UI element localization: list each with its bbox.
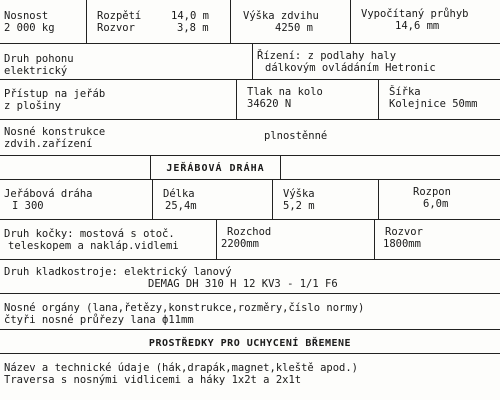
vyska-drahy-label: Výška — [283, 188, 315, 200]
konstrukce-line2: zdvih.zařízení — [4, 138, 93, 150]
row-organy — [0, 294, 500, 330]
vyska-zdvihu-label: Výška zdvihu — [243, 10, 319, 22]
row-capacity — [0, 0, 500, 44]
pristup-line1: Přístup na jeřáb — [4, 88, 106, 100]
rozvor-value: 3,8 m — [177, 22, 209, 34]
kocka-line1: Druh kočky: mostová s otoč. — [4, 228, 175, 240]
cell-vyska-drahy — [272, 180, 378, 219]
row-pristup — [0, 80, 500, 120]
organy-line1: Nosné orgány (lana,řetězy,konstrukce,rozměry,číslo normy) — [4, 302, 365, 314]
pruhyb-value: 14,6 mm — [395, 20, 440, 32]
cell-konstrukce — [0, 120, 500, 155]
rozvor-kocky-value: 1800mm — [383, 238, 421, 250]
organy-line2: čtyři nosné průřezy lana ф11mm — [4, 314, 194, 326]
cell-pohon — [0, 44, 252, 79]
rozpeti-label: Rozpětí — [97, 10, 142, 22]
cell-rozchod — [216, 220, 374, 259]
kladkostroj-line2: DEMAG DH 310 H 12 KV3 - 1/1 F6 — [148, 278, 338, 290]
cell-pristup — [0, 80, 236, 119]
vyska-drahy-value: 5,2 m — [283, 200, 315, 212]
rizeni-line2: dálkovým ovládáním Hetronic — [265, 62, 436, 74]
kocka-line2: teleskopem a nakláp.vidlemi — [8, 240, 179, 252]
pohon-value: elektrický — [4, 65, 68, 77]
row-draha — [0, 180, 500, 220]
rizeni-line1: Řízení: z podlahy haly — [257, 50, 397, 62]
cell-sirka — [378, 80, 500, 119]
sirka-label: Šířka — [389, 86, 421, 98]
konstrukce-value: plnostěnné — [264, 130, 328, 142]
rozpeti-value: 14,0 m — [171, 10, 209, 22]
rozpon-value: 6,0m — [423, 198, 449, 210]
cell-rozvor-kocky — [374, 220, 500, 259]
rozpon-label: Rozpon — [413, 186, 451, 198]
delka-label: Délka — [163, 188, 195, 200]
tlak-value: 34620 N — [247, 98, 292, 110]
row-section-draha — [0, 156, 500, 180]
cell-tlak — [236, 80, 378, 119]
cell-nosnost — [0, 0, 86, 43]
pruhyb-label: Vypočítaný průhyb — [361, 8, 469, 20]
cell-draha — [0, 180, 152, 219]
row-kladkostroj — [0, 260, 500, 294]
nosnost-label: Nosnost — [4, 10, 49, 22]
kladkostroj-line1: Druh kladkostroje: elektrický lanový — [4, 266, 232, 278]
row-kocka — [0, 220, 500, 260]
rozchod-value: 2200mm — [221, 238, 259, 250]
cell-section-prostredky — [0, 330, 500, 353]
pristup-line2: z plošiny — [4, 100, 61, 112]
draha-value: I 300 — [12, 200, 44, 212]
cell-kladkostroj — [0, 260, 500, 293]
pohon-label: Druh pohonu — [4, 53, 74, 65]
delka-value: 25,4m — [165, 200, 197, 212]
sirka-value: Kolejnice 50mm — [389, 98, 478, 110]
cell-rizeni — [252, 44, 500, 79]
cell-kocka — [0, 220, 216, 259]
cell-section-draha — [0, 156, 150, 179]
cell-pruhyb — [350, 0, 500, 43]
cell-section-draha-right — [280, 156, 500, 179]
nosnost-value: 2 000 kg — [4, 22, 55, 34]
row-section-prostredky — [0, 330, 500, 354]
section-draha-title: JEŘÁBOVÁ DRÁHA — [166, 163, 265, 174]
nazev-line1: Název a technické údaje (hák,drapák,magnet,kleště apod.) — [4, 362, 359, 374]
rozchod-label: Rozchod — [227, 226, 272, 238]
cell-rozpeti — [86, 0, 230, 43]
row-konstrukce — [0, 120, 500, 156]
cell-nazev — [0, 354, 500, 400]
tlak-label: Tlak na kolo — [247, 86, 323, 98]
vyska-zdvihu-value: 4250 m — [275, 22, 313, 34]
cell-organy — [0, 294, 500, 329]
row-pohon — [0, 44, 500, 80]
rozvor-label: Rozvor — [97, 22, 135, 34]
cell-vyska-zdvihu — [230, 0, 350, 43]
section-prostredky-title: PROSTŘEDKY PRO UCHYCENÍ BŘEMENE — [148, 338, 352, 349]
row-nazev — [0, 354, 500, 400]
section-draha-box — [150, 156, 280, 179]
konstrukce-line1: Nosné konstrukce — [4, 126, 106, 138]
rozvor-kocky-label: Rozvor — [385, 226, 423, 238]
cell-rozpon — [378, 180, 500, 219]
nazev-line2: Traversa s nosnými vidlicemi a háky 1x2t a 2x1t — [4, 374, 302, 386]
cell-delka — [152, 180, 272, 219]
draha-label: Jeřábová dráha — [4, 188, 93, 200]
